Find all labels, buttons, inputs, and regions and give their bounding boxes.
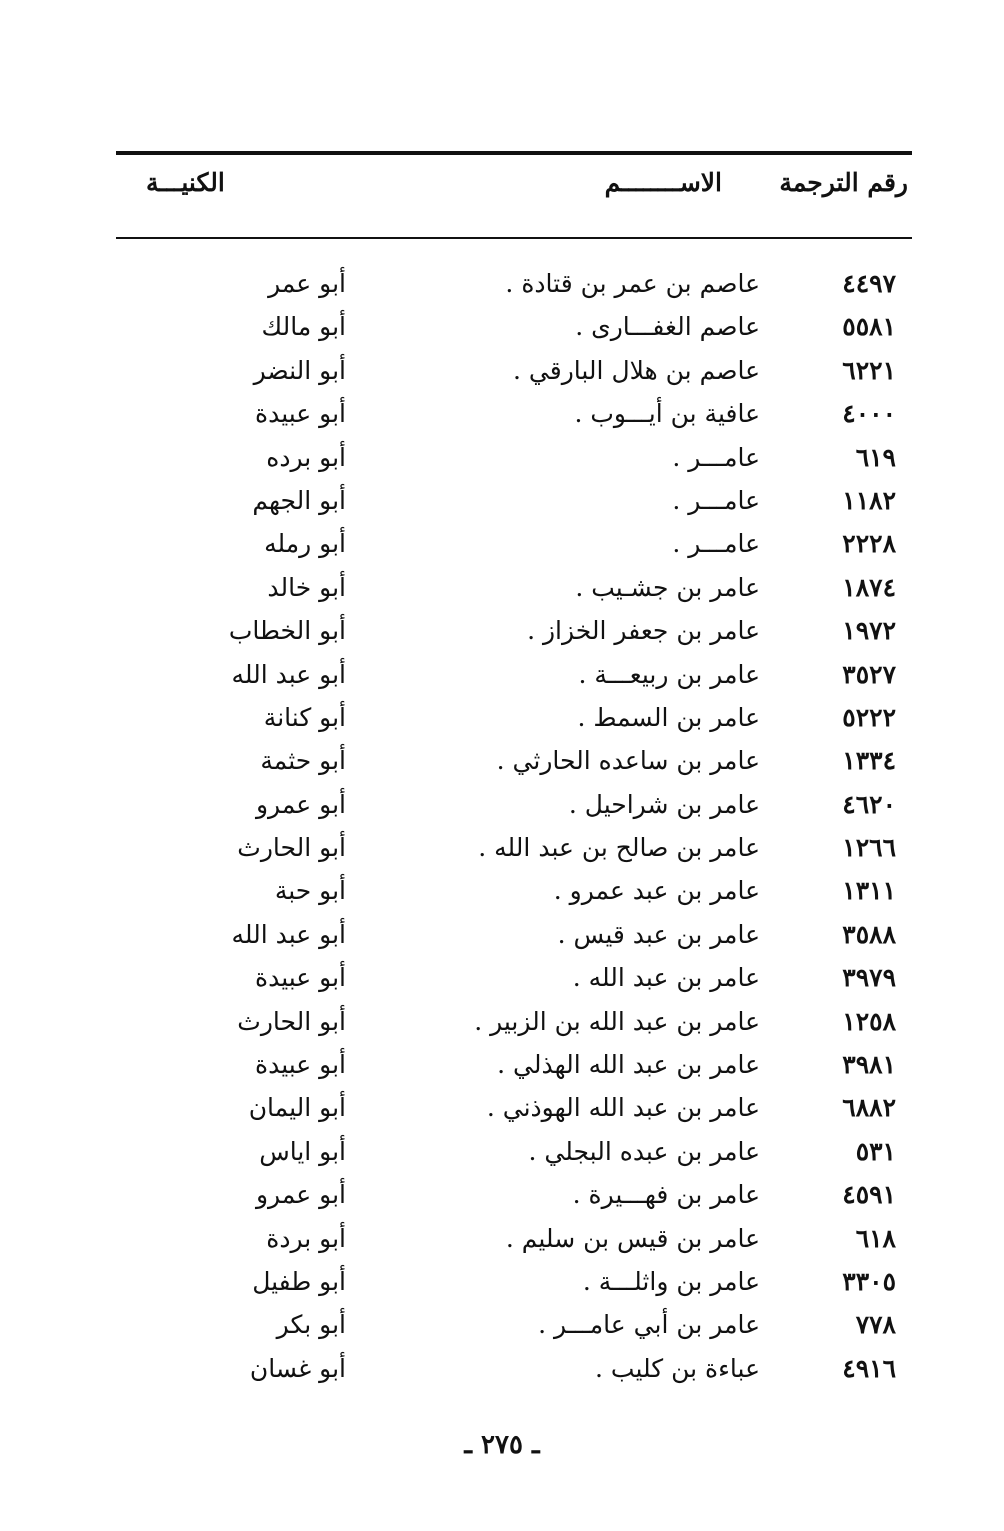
person-kunya: أبو حبة bbox=[274, 876, 346, 906]
person-kunya: أبو برده bbox=[266, 442, 346, 472]
header-kunya: الكنيـــة bbox=[146, 168, 225, 197]
person-name: عامر بن عبد الله الهذلي . bbox=[497, 1050, 760, 1080]
person-name: عاصم الغفـــارى . bbox=[575, 312, 760, 342]
person-kunya: أبو عمرو bbox=[255, 1180, 346, 1210]
person-name: عامر بن ساعده الحارثي . bbox=[496, 746, 760, 776]
translation-number: ٤٩١٦ bbox=[842, 1353, 896, 1383]
person-name: عامر بن قيس بن سليم . bbox=[505, 1223, 760, 1253]
translation-number: ٢٢٢٨ bbox=[842, 529, 896, 559]
table-row bbox=[116, 569, 912, 612]
person-kunya: أبو اياس bbox=[259, 1136, 346, 1166]
translation-number: ٥٣١ bbox=[855, 1136, 896, 1166]
person-name: عامـــر . bbox=[672, 442, 760, 472]
table-row bbox=[116, 829, 912, 872]
table-row bbox=[116, 959, 912, 1002]
table-row bbox=[116, 1220, 912, 1263]
translation-number: ٤٠٠٠ bbox=[842, 399, 896, 429]
translation-number: ٦١٨ bbox=[855, 1223, 896, 1253]
person-name: عامر بن صالح بن عبد الله . bbox=[478, 833, 760, 863]
header-translation-number: رقم الترجمة bbox=[779, 168, 908, 197]
translation-number: ١١٨٢ bbox=[842, 485, 896, 515]
person-name: عامر بن عبد الله الهوذني . bbox=[486, 1093, 760, 1123]
translation-number: ١٩٧٢ bbox=[842, 616, 896, 646]
person-kunya: أبو رمله bbox=[264, 529, 346, 559]
translation-number: ٣٩٨١ bbox=[842, 1050, 896, 1080]
person-kunya: أبو كنانة bbox=[263, 702, 346, 732]
person-kunya: أبو الخطاب bbox=[228, 616, 346, 646]
table-row bbox=[116, 612, 912, 655]
person-kunya: أبو الحارث bbox=[237, 1006, 346, 1036]
translation-number: ١٨٧٤ bbox=[842, 572, 896, 602]
person-kunya: أبو عبد الله bbox=[231, 919, 346, 949]
table-header bbox=[116, 168, 912, 208]
person-name: عامر بن عبد عمرو . bbox=[553, 876, 760, 906]
table-row bbox=[116, 1263, 912, 1306]
translation-number: ٥٥٨١ bbox=[842, 312, 896, 342]
person-name: عامر بن واثلـــة . bbox=[582, 1266, 760, 1296]
translation-number: ٣٣٠٥ bbox=[842, 1266, 896, 1296]
table-row bbox=[116, 1306, 912, 1349]
table-row bbox=[116, 439, 912, 482]
table-row bbox=[116, 395, 912, 438]
person-kunya: أبو النضر bbox=[253, 355, 346, 385]
table-row bbox=[116, 872, 912, 915]
person-name: عامر بن عبد الله بن الزبير . bbox=[474, 1006, 760, 1036]
table-row bbox=[116, 1089, 912, 1132]
table-row bbox=[116, 265, 912, 308]
person-kunya: أبو بكر bbox=[276, 1310, 346, 1340]
person-kunya: أبو حثمة bbox=[260, 746, 346, 776]
person-name: عامر بن شراحيل . bbox=[568, 789, 760, 819]
person-kunya: أبو الجهم bbox=[252, 485, 346, 515]
person-kunya: أبو طفيل bbox=[252, 1266, 346, 1296]
person-name: عامر بن جشـيب . bbox=[575, 572, 760, 602]
person-kunya: أبو مالك bbox=[261, 312, 346, 342]
person-name: عامـــر . bbox=[672, 529, 760, 559]
person-name: عامر بن عبد قيس . bbox=[557, 919, 760, 949]
table-row bbox=[116, 1003, 912, 1046]
person-name: عاصم بن هلال البارقي . bbox=[513, 355, 760, 385]
translation-number: ٦٢٢١ bbox=[842, 355, 896, 385]
table-row bbox=[116, 525, 912, 568]
person-kunya: أبو عمر bbox=[268, 269, 346, 298]
table-row bbox=[116, 308, 912, 351]
translation-number: ٤٥٩١ bbox=[842, 1180, 896, 1210]
table-row bbox=[116, 482, 912, 525]
translation-number: ١٢٦٦ bbox=[842, 833, 896, 863]
translation-number: ٣٥٢٧ bbox=[842, 659, 896, 689]
table-row bbox=[116, 786, 912, 829]
translation-number: ٥٢٢٢ bbox=[842, 702, 896, 732]
translation-number: ٧٧٨ bbox=[855, 1310, 896, 1340]
person-kunya: أبو عمرو bbox=[255, 789, 346, 819]
person-kunya: أبو غسان bbox=[249, 1353, 346, 1383]
entries-table bbox=[116, 265, 912, 1393]
person-kunya: أبو خالد bbox=[267, 572, 346, 602]
person-kunya: أبو الحارث bbox=[237, 833, 346, 863]
table-row bbox=[116, 699, 912, 742]
translation-number: ٤٦٢٠ bbox=[842, 789, 896, 819]
translation-number: ١٢٥٨ bbox=[842, 1006, 896, 1036]
person-kunya: أبو بردة bbox=[266, 1223, 346, 1253]
page-number: ـ ٢٧٥ ـ bbox=[464, 1430, 540, 1460]
person-name: عاصم بن عمر بن قتادة . bbox=[505, 269, 760, 298]
translation-number: ٤٤٩٧ bbox=[842, 269, 896, 298]
person-kunya: أبو عبيدة bbox=[255, 963, 346, 993]
person-name: عباءة بن كليب . bbox=[595, 1353, 760, 1383]
translation-number: ٦١٩ bbox=[855, 442, 896, 472]
top-rule bbox=[116, 151, 912, 155]
table-row bbox=[116, 352, 912, 395]
translation-number: ٦٨٨٢ bbox=[842, 1093, 896, 1123]
person-kunya: أبو عبيدة bbox=[255, 1050, 346, 1080]
person-name: عامـــر . bbox=[672, 485, 760, 515]
table-row bbox=[116, 742, 912, 785]
person-kunya: أبو اليمان bbox=[248, 1093, 346, 1123]
translation-number: ١٣٣٤ bbox=[842, 746, 896, 776]
table-row bbox=[116, 1133, 912, 1176]
table-row bbox=[116, 1046, 912, 1089]
person-name: عامر بن عبده البجلي . bbox=[528, 1136, 760, 1166]
table-row bbox=[116, 656, 912, 699]
person-name: عامر بن أبي عامـــر . bbox=[538, 1310, 760, 1340]
person-name: عامر بن جعفر الخزاز . bbox=[527, 616, 760, 646]
person-kunya: أبو عبد الله bbox=[231, 659, 346, 689]
person-kunya: أبو عبيدة bbox=[255, 399, 346, 429]
translation-number: ٣٩٧٩ bbox=[842, 963, 896, 993]
person-name: عامر بن ربيعـــة . bbox=[578, 659, 760, 689]
person-name: عافية بن أيـــوب . bbox=[574, 399, 760, 429]
header-name: الاســــــــم bbox=[604, 168, 722, 197]
person-name: عامر بن السمط . bbox=[577, 702, 760, 732]
person-name: عامر بن عبد الله . bbox=[572, 963, 760, 993]
header-rule bbox=[116, 237, 912, 239]
table-row bbox=[116, 1176, 912, 1219]
translation-number: ٣٥٨٨ bbox=[842, 919, 896, 949]
table-row bbox=[116, 916, 912, 959]
translation-number: ١٣١١ bbox=[842, 876, 896, 906]
table-row bbox=[116, 1350, 912, 1393]
person-name: عامر بن فهـــيرة . bbox=[572, 1180, 760, 1210]
